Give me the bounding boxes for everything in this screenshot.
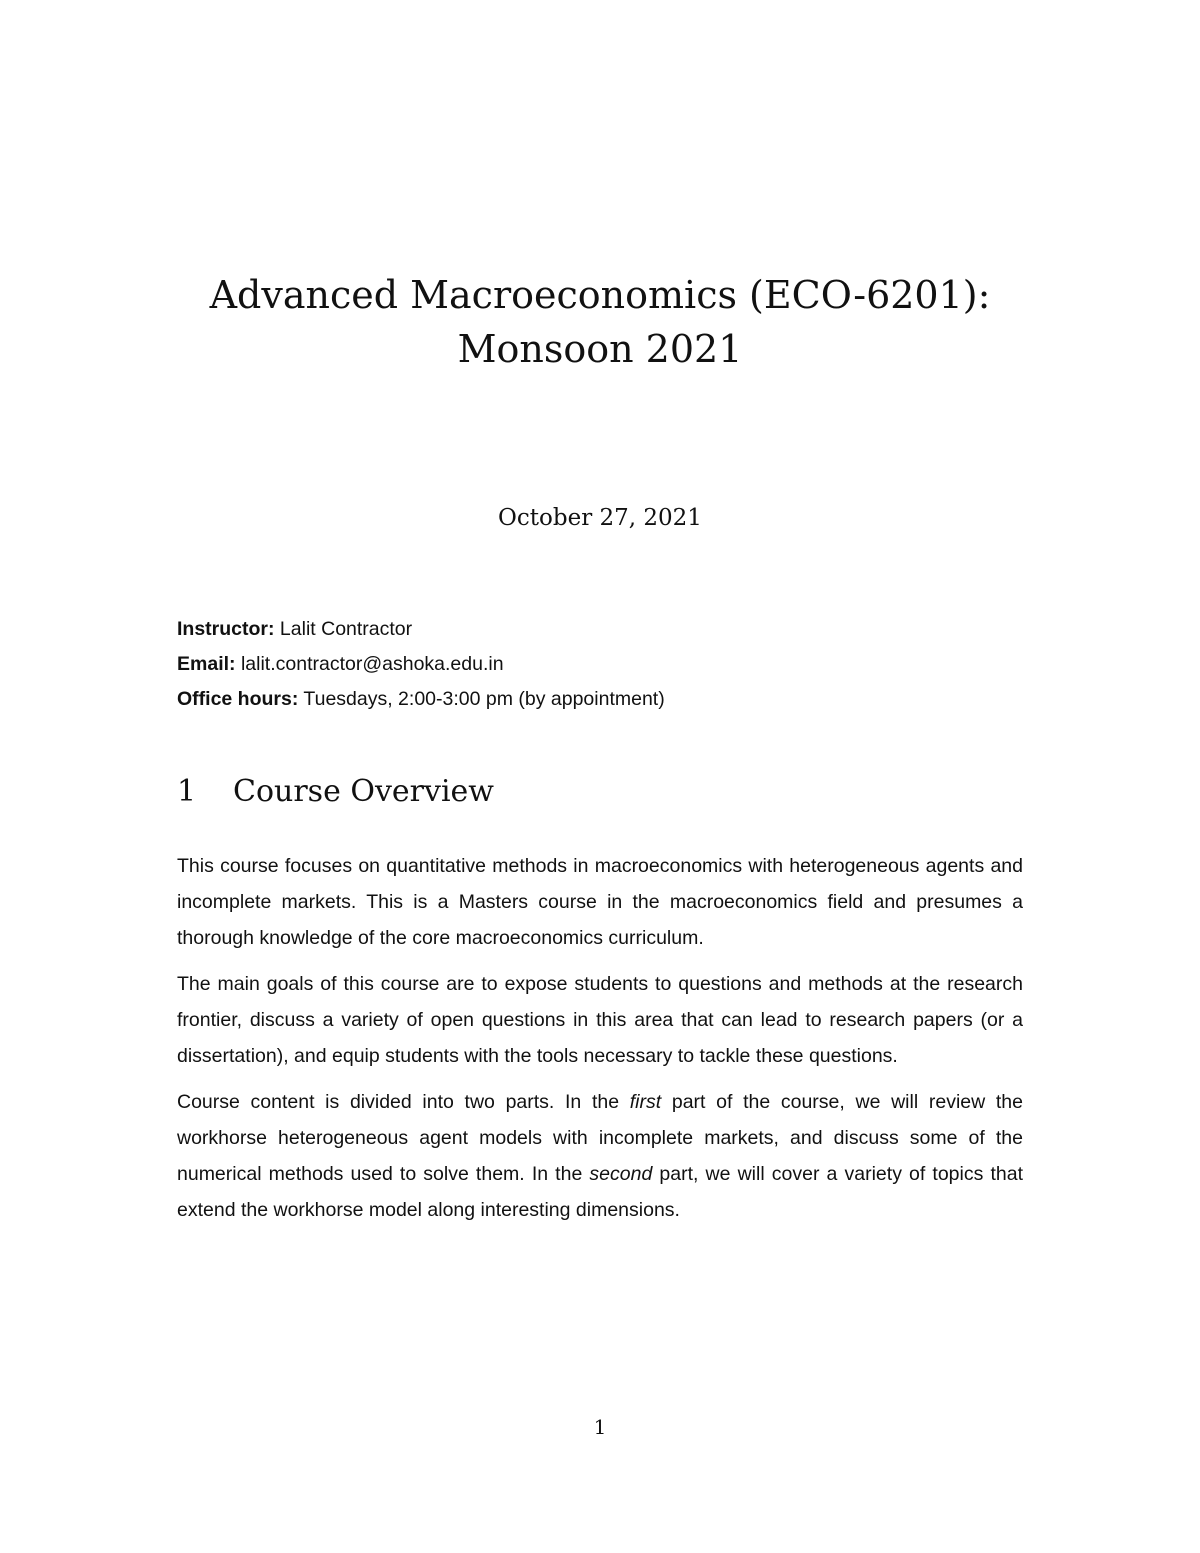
office-hours-row bbox=[177, 682, 1037, 717]
email-label: Email: bbox=[177, 653, 236, 675]
course-info bbox=[177, 612, 1037, 717]
paragraph-3 bbox=[177, 1084, 1023, 1228]
office-hours-value: Tuesdays, 2:00-3:00 pm (by appointment) bbox=[298, 688, 665, 710]
paragraph-1: This course focuses on quantitative methods in macroeconomics with heterogeneous agents and incomplete markets. This is a Masters course in the macroeconomics field and presumes a thorough knowledge of the core macroeconomics curriculum. bbox=[177, 855, 1023, 949]
section-title: Course Overview bbox=[233, 774, 494, 809]
paragraph-3-text-2: part of the course, we will review the workhorse heterogeneous agent models with incomplete markets, and discuss some of the numerical methods used to solve them. In the bbox=[177, 1091, 1023, 1185]
document-title bbox=[0, 268, 1200, 376]
instructor-value: Lalit Contractor bbox=[274, 618, 413, 640]
document-date: October 27, 2021 bbox=[498, 505, 702, 531]
paragraph-3-text-3: part, we will cover a variety of topics that extend the workhorse model along interesting dimensions. bbox=[177, 1163, 1023, 1221]
title-line-2: Monsoon 2021 bbox=[457, 327, 743, 371]
email-row bbox=[177, 647, 1037, 682]
page-number: 1 bbox=[593, 1415, 607, 1439]
emphasis-first: first bbox=[629, 1091, 662, 1113]
email-value: lalit.contractor@ashoka.edu.in bbox=[235, 653, 504, 675]
office-hours-label: Office hours: bbox=[177, 688, 299, 710]
emphasis-second: second bbox=[589, 1163, 653, 1185]
instructor-label: Instructor: bbox=[177, 618, 275, 640]
instructor-row bbox=[177, 612, 1037, 647]
title-line-1: Advanced Macroeconomics (ECO-6201): bbox=[209, 273, 991, 317]
section-heading bbox=[177, 770, 494, 814]
section-number: 1 bbox=[177, 774, 197, 809]
section-body bbox=[177, 848, 1023, 1238]
paragraph-3-text-1: Course content is divided into two parts. In the bbox=[177, 1091, 630, 1113]
paragraph-2: The main goals of this course are to expose students to questions and methods at the research frontier, discuss a variety of open questions in this area that can lead to research papers (or a dissertation), and equip students with the tools necessary to tackle these questions. bbox=[177, 973, 1023, 1067]
